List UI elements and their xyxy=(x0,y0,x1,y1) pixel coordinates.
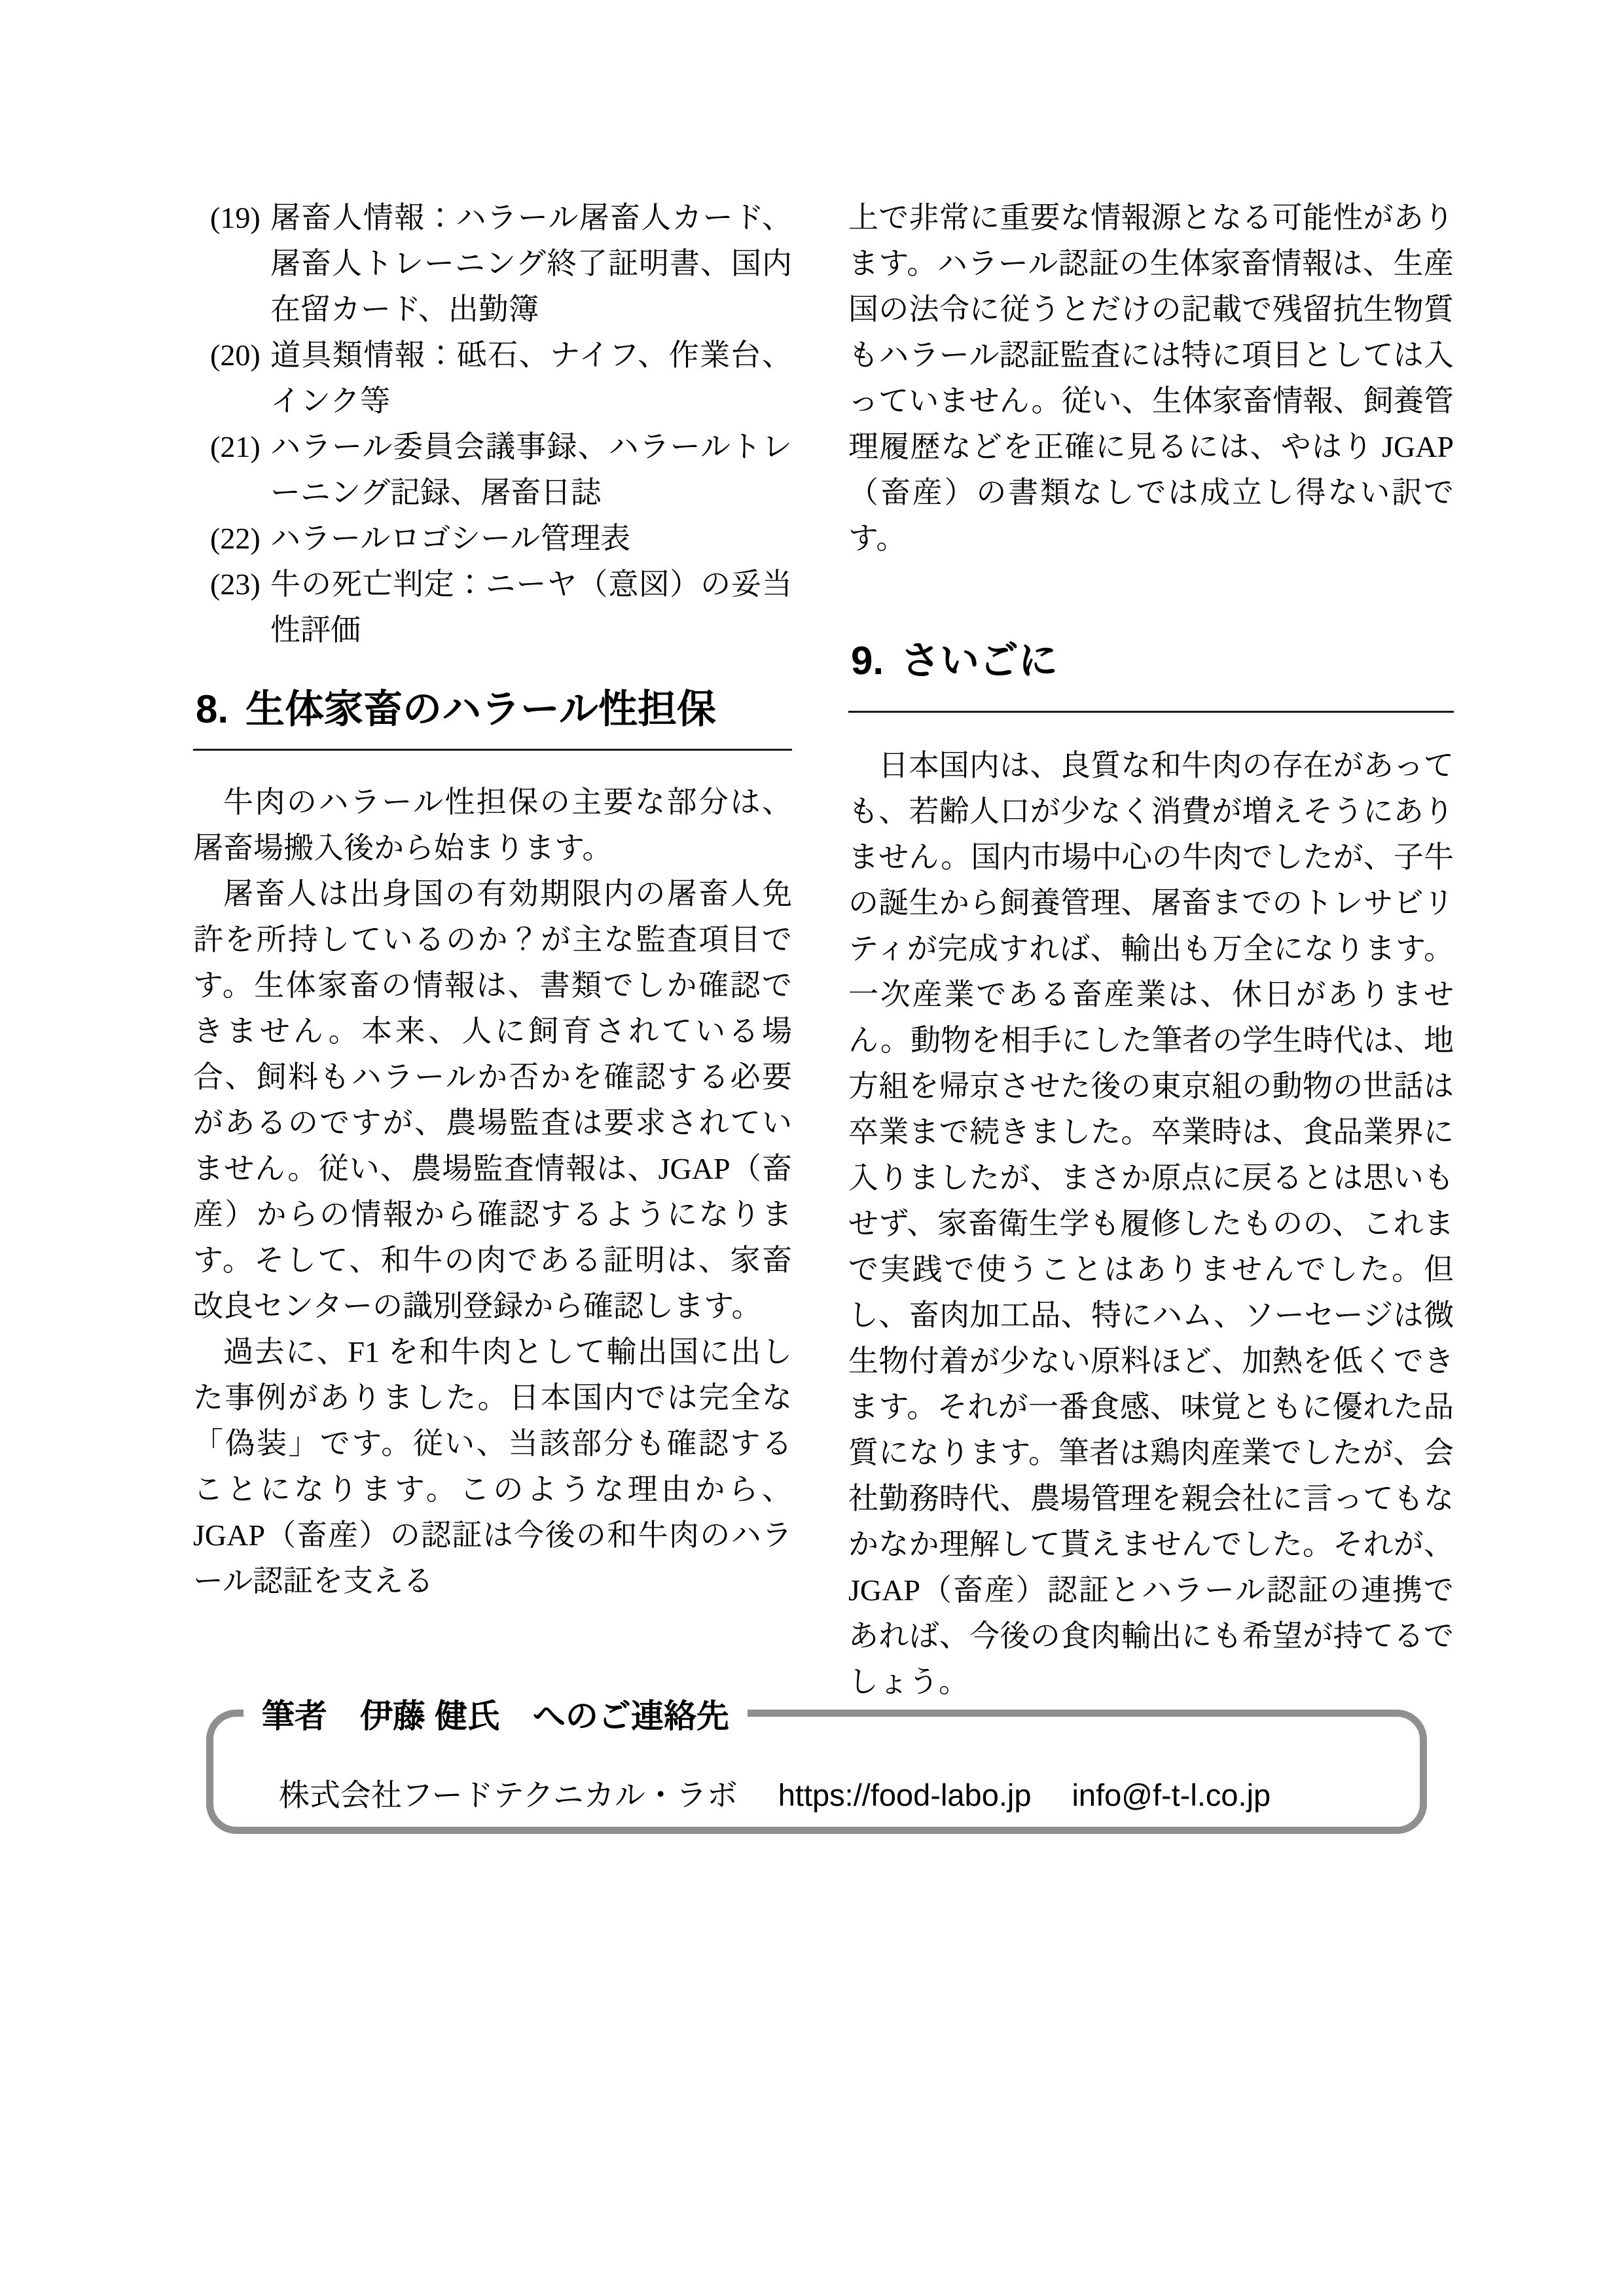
list-item-number: (21) xyxy=(210,430,261,463)
list-item-text: ハラールロゴシール管理表 xyxy=(270,522,631,555)
paragraph: 日本国内は、良質な和牛肉の存在があっても、若齢人口が少なく消費が増えそうにありません。国内市場中心の牛肉でしたが、子牛の誕生から飼養管理、屠畜までのトレサビリティが完成すれば、輸出も万全になります。一次産業である畜産業は、休日がありません。動物を相手にした筆者の学生時代は、地方組を帰京させた後の東京組の動物の世話は卒業まで続きました。卒業時は、食品業界に入りましたが、まさか原点に戻るとは思いもせず、家畜衛生学も履修したものの、これまで実践で使うことはありませんでした。但し、畜肉加工品、特にハム、ソーセージは微生物付着が少ない原料ほど、加熱を低くできます。それが一番食感、味覚ともに優れた品質になります。筆者は鶏肉産業でしたが、会社勤務時代、農場管理を親会社に言ってもなかなか理解して貰えませんでした。それが、JGAP（畜産）認証とハラール認証の連携であれば、今後の食肉輸出にも希望が持てるでしょう。 xyxy=(848,749,1454,1698)
paragraph-continuation: 上で非常に重要な情報源となる可能性があります。ハラール認証の生体家畜情報は、生産国の法令に従うとだけの記載で残留抗生物質もハラール認証監査には特に項目としては入っていません。従い、生体家畜情報、飼養管理履歴などを正確に見るには、やはり JGAP（畜産）の書類なしでは成立し得ない訳です。 xyxy=(848,201,1454,555)
list-item-text: ハラール委員会議事録、ハラールトレーニング記録、屠畜日誌 xyxy=(270,430,792,509)
list-item xyxy=(193,562,792,653)
list-item-text: 牛の死亡判定：ニーヤ（意図）の妥当性評価 xyxy=(270,567,792,647)
section-heading-8 xyxy=(193,686,792,751)
list-item-number: (23) xyxy=(210,567,261,601)
paragraph: 過去に、F1 を和牛肉として輸出国に出した事例がありました。日本国内では完全な「偽装」です。従い、当該部分も確認することになります。このような理由から、JGAP（畜産）の認証は今後の和牛肉のハラール認証を支える xyxy=(193,1335,792,1598)
list-item-text: 屠畜人情報：ハラール屠畜人カード、屠畜人トレーニング終了証明書、国内在留カード、出勤簿 xyxy=(270,201,792,326)
right-column xyxy=(848,195,1454,1705)
list-item-number: (19) xyxy=(210,201,261,234)
list-item-number: (22) xyxy=(210,522,261,555)
audit-document-list xyxy=(193,195,792,653)
section-heading-9 xyxy=(848,637,1454,713)
list-item xyxy=(193,195,792,332)
list-item-text: 道具類情報：砥石、ナイフ、作業台、インク等 xyxy=(270,338,792,418)
list-item xyxy=(193,332,792,424)
list-item xyxy=(193,424,792,516)
section-title: さいごに xyxy=(901,639,1058,683)
email-link[interactable]: info@f-t-l.co.jp xyxy=(1072,1778,1271,1812)
section-title: 生体家畜のハラール性担保 xyxy=(245,687,716,731)
company-name: 株式会社フードテクニカル・ラボ xyxy=(279,1778,738,1812)
section-number: 8. xyxy=(196,687,229,731)
website-link[interactable]: https://food-labo.jp xyxy=(778,1778,1032,1812)
contact-box-label: 筆者 伊藤 健氏 へのご連絡先 xyxy=(244,1692,748,1740)
left-column xyxy=(193,195,792,1604)
list-item-number: (20) xyxy=(210,338,261,372)
paragraph: 屠畜人は出身国の有効期限内の屠畜人免許を所持しているのか？が主な監査項目です。生体家畜の情報は、書類でしか確認できません。本来、人に飼育されている場合、飼料もハラールか否かを確認する必要があるのですが、農場監査は要求されていません。従い、農場監査情報は、JGAP（畜産）からの情報から確認するようになります。そして、和牛の肉である証明は、家畜改良センターの識別登録から確認します。 xyxy=(193,877,792,1323)
section-number: 9. xyxy=(851,639,884,683)
list-item xyxy=(193,516,792,562)
paragraph: 牛肉のハラール性担保の主要な部分は、屠畜場搬入後から始まります。 xyxy=(193,785,792,865)
contact-row xyxy=(279,1778,1271,1812)
author-contact-box xyxy=(206,1698,1427,1834)
